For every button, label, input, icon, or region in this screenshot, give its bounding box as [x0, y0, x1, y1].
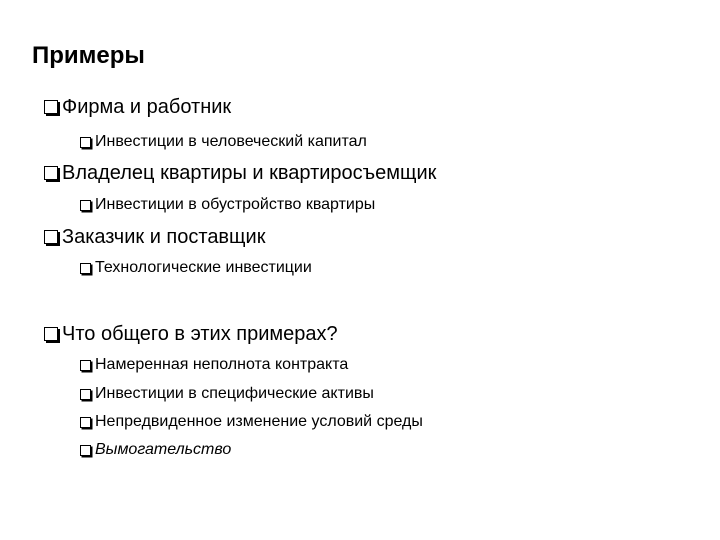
example-sub-item [80, 132, 367, 152]
example-sub-label: Технологические инвестиции [95, 259, 312, 276]
checkbox-square-icon [80, 263, 91, 274]
example-label: Фирма и работник [62, 96, 232, 118]
example-sub-item [80, 258, 312, 278]
answer-item [80, 412, 423, 432]
answer-item [80, 384, 374, 404]
checkbox-square-icon [44, 327, 58, 341]
example-label: Владелец квартиры и квартиросъемщик [62, 162, 437, 184]
question-item [44, 322, 338, 346]
example-sub-label: Инвестиции в человеческий капитал [95, 133, 367, 150]
answer-label: Вымогательство [95, 441, 232, 458]
example-label: Заказчик и поставщик [62, 226, 266, 248]
checkbox-square-icon [80, 360, 91, 371]
checkbox-square-icon [80, 200, 91, 211]
answer-item [80, 355, 348, 375]
checkbox-square-icon [80, 389, 91, 400]
example-sub-item [80, 195, 375, 215]
question-label: Что общего в этих примерах? [62, 323, 338, 345]
example-sub-label: Инвестиции в обустройство квартиры [95, 196, 376, 213]
checkbox-square-icon [80, 417, 91, 428]
answer-label: Намеренная неполнота контракта [95, 356, 349, 373]
example-item [44, 225, 265, 249]
checkbox-square-icon [80, 137, 91, 148]
checkbox-square-icon [44, 100, 58, 114]
answer-item [80, 440, 231, 460]
checkbox-square-icon [44, 230, 58, 244]
example-item [44, 95, 231, 119]
slide-title: Примеры [32, 42, 145, 69]
checkbox-square-icon [44, 166, 58, 180]
checkbox-square-icon [80, 445, 91, 456]
example-item [44, 161, 436, 185]
answer-label: Непредвиденное изменение условий среды [95, 413, 423, 430]
answer-label: Инвестиции в специфические активы [95, 385, 374, 402]
